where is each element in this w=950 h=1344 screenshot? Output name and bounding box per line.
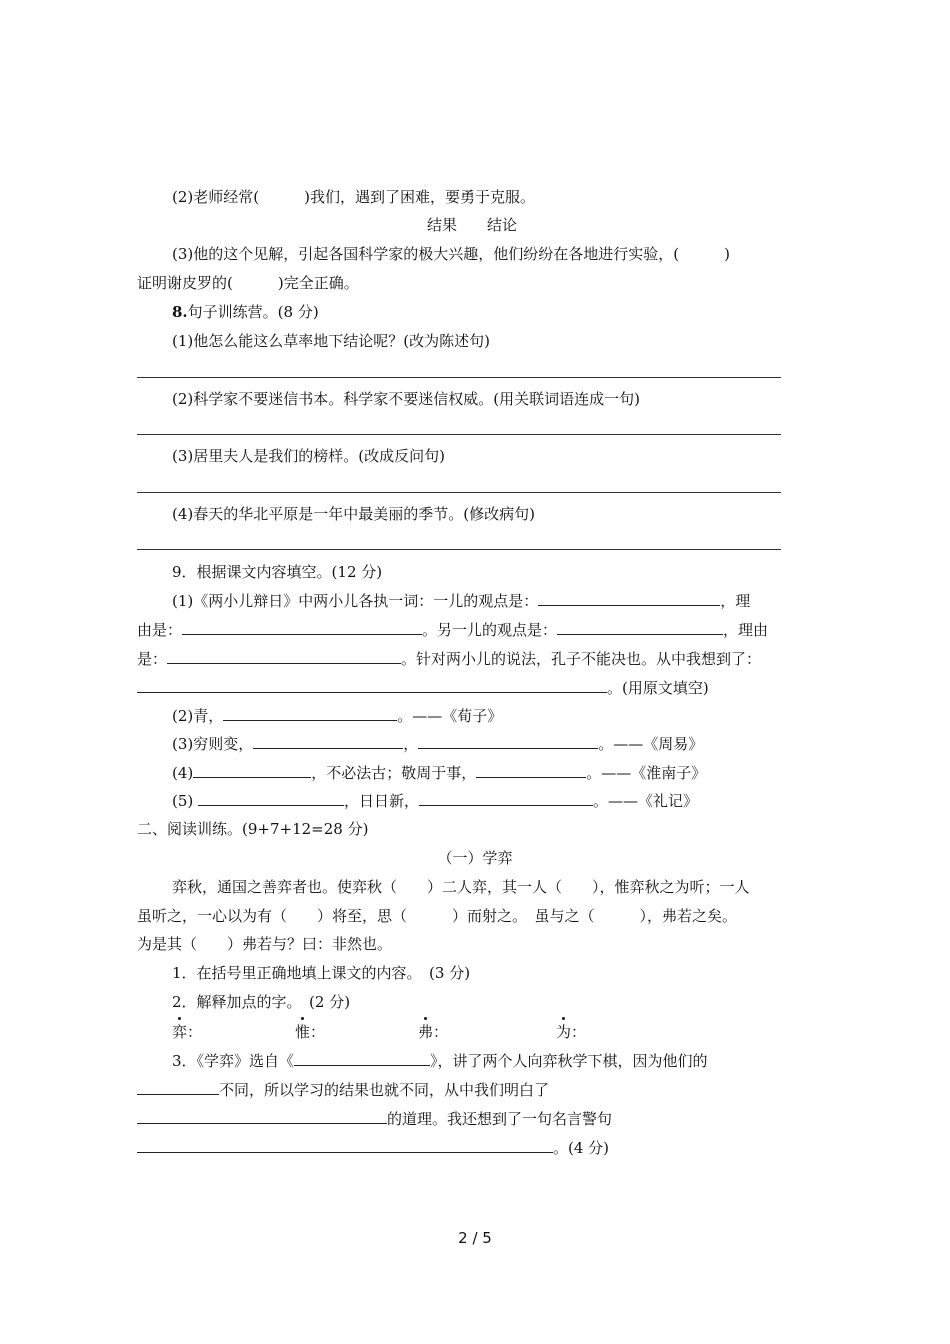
dotted-char-colon: ： bbox=[310, 1023, 326, 1041]
q9-p1-text-g: 。针对两小儿的说法，孔子不能决也。从中我想到了： bbox=[401, 650, 762, 668]
passage-line-2: 虽听之，一心以为有（ ）将至，思（ ）而射之。 虽与之（ ），弗若之矣。 bbox=[137, 907, 738, 925]
section2-title: 二、阅读训练。(9+7+12=28 分) bbox=[137, 820, 369, 838]
dotted-char-1 bbox=[172, 1023, 202, 1041]
blank-source-book[interactable] bbox=[294, 1051, 430, 1066]
reading-q3-line3 bbox=[137, 1109, 612, 1127]
reading-q1: 1．在括号里正确地填上课文的内容。 (3 分) bbox=[172, 964, 471, 982]
q8-title-text: 句子训练营。(8 分) bbox=[187, 303, 319, 321]
blank-q9-12[interactable] bbox=[419, 791, 593, 806]
page-number: 2 / 5 bbox=[458, 1229, 492, 1247]
q8-item-3: (3)居里夫人是我们的榜样。(改成反问句) bbox=[172, 447, 445, 465]
answer-line-q8-2[interactable] bbox=[137, 434, 781, 435]
blank-difference[interactable] bbox=[137, 1080, 219, 1095]
q9-title: 9．根据课文内容填空。(12 分) bbox=[172, 563, 383, 581]
reading-q2: 2．解释加点的字。 (2 分) bbox=[172, 993, 351, 1011]
blank-q9-7[interactable] bbox=[253, 734, 403, 749]
q9-p2-text-b: 。——《荀子》 bbox=[397, 707, 503, 725]
q9-p3-text-b: ， bbox=[403, 735, 419, 753]
blank-q9-9[interactable] bbox=[193, 763, 311, 778]
blank-q9-2[interactable] bbox=[182, 620, 422, 635]
q8-item-1: (1)他怎么能这么草率地下结论呢？(改为陈述句) bbox=[172, 332, 490, 350]
q9-p1-text-h: 。(用原文填空) bbox=[607, 679, 709, 697]
reading-q3-text-e: 。(4 分) bbox=[553, 1139, 610, 1157]
q9-p1-text-e: ，理由 bbox=[723, 621, 769, 639]
q9-p2 bbox=[172, 706, 502, 724]
dotted-char-colon: ： bbox=[187, 1023, 203, 1041]
q9-p1-text-c: 由是： bbox=[137, 621, 183, 639]
q7-sentence-3-line1: (3)他的这个见解，引起各国科学家的极大兴趣，他们纷纷在各地进行实验，( ) bbox=[172, 245, 730, 263]
dotted-char-wei: 惟 bbox=[295, 1023, 311, 1041]
q9-p1-text-f: 是： bbox=[137, 650, 168, 668]
reading-q3-text-c: 不同，所以学习的结果也就不同，从中我们明白了 bbox=[219, 1081, 550, 1099]
q8-title bbox=[172, 303, 319, 321]
reading-q3-text-d: 的道理。我还想到了一句名言警句 bbox=[387, 1110, 613, 1128]
q9-p3 bbox=[172, 734, 703, 752]
blank-q9-11[interactable] bbox=[198, 791, 344, 806]
reading-q3-text-a: 3．《学弈》选自《 bbox=[172, 1052, 295, 1070]
blank-q9-3[interactable] bbox=[557, 620, 723, 635]
q7-sentence-3-line2: 证明谢皮罗的( )完全正确。 bbox=[137, 274, 359, 292]
q9-p1-line3 bbox=[137, 649, 761, 667]
blank-q9-1[interactable] bbox=[538, 591, 720, 606]
blank-quote[interactable] bbox=[137, 1138, 553, 1153]
dotted-char-colon: ： bbox=[571, 1023, 587, 1041]
q9-p5 bbox=[172, 791, 698, 809]
q9-p5-text-a: (5) bbox=[172, 792, 194, 810]
blank-lesson[interactable] bbox=[137, 1109, 387, 1124]
passage-title: （一）学弈 bbox=[437, 849, 513, 867]
passage-line-3: 为是其（ ）弗若与？曰：非然也。 bbox=[137, 935, 393, 953]
dotted-char-wei2: 为 bbox=[556, 1023, 572, 1041]
answer-line-q8-4[interactable] bbox=[137, 549, 781, 550]
q8-number: 8. bbox=[172, 303, 188, 321]
dotted-char-yi: 弈 bbox=[172, 1023, 188, 1041]
q9-p4-text-a: (4) bbox=[172, 764, 194, 782]
reading-q3-line1 bbox=[172, 1051, 708, 1069]
q9-p3-text-a: (3)穷则变， bbox=[172, 735, 254, 753]
blank-q9-10[interactable] bbox=[476, 763, 586, 778]
q9-p1-line2 bbox=[137, 620, 768, 638]
blank-q9-8[interactable] bbox=[418, 734, 598, 749]
q9-p1-text-b: ，理 bbox=[720, 592, 751, 610]
passage-line-1: 弈秋，通国之善弈者也。使弈秋（ ）二人弈，其一人（ ），惟弈秋之为听；一人 bbox=[172, 878, 750, 896]
q8-item-2: (2)科学家不要迷信书本。科学家不要迷信权威。(用关联词语连成一句) bbox=[172, 390, 640, 408]
reading-q3-line4 bbox=[137, 1138, 609, 1156]
q8-item-4: (4)春天的华北平原是一年中最美丽的季节。(修改病句) bbox=[172, 505, 535, 523]
q7-sentence-2: (2)老师经常( )我们，遇到了困难，要勇于克服。 bbox=[172, 188, 535, 206]
dotted-char-fu: 弗 bbox=[418, 1023, 434, 1041]
q9-p5-text-b: ，日日新， bbox=[344, 792, 420, 810]
q9-p5-text-c: 。——《礼记》 bbox=[593, 792, 699, 810]
reading-q3-text-b: 》，讲了两个人向弈秋学下棋，因为他们的 bbox=[430, 1052, 708, 1070]
q9-p1-text-d: 。另一儿的观点是： bbox=[422, 621, 558, 639]
dotted-char-colon: ： bbox=[433, 1023, 449, 1041]
q9-p4 bbox=[172, 763, 706, 781]
dotted-char-4 bbox=[556, 1023, 586, 1041]
q9-p3-text-c: 。——《周易》 bbox=[598, 735, 704, 753]
dotted-char-2 bbox=[295, 1023, 325, 1041]
q9-p1-line4 bbox=[137, 678, 709, 696]
answer-line-q8-3[interactable] bbox=[137, 492, 781, 493]
dotted-char-3 bbox=[418, 1023, 448, 1041]
blank-q9-5[interactable] bbox=[137, 678, 607, 693]
blank-q9-4[interactable] bbox=[167, 649, 401, 664]
q9-p2-text-a: (2)青， bbox=[172, 707, 224, 725]
blank-q9-6[interactable] bbox=[223, 706, 397, 721]
reading-q3-line2 bbox=[137, 1080, 549, 1098]
q9-p4-text-b: ，不必法古；敬周于事， bbox=[311, 764, 477, 782]
q9-p1-line1 bbox=[172, 591, 750, 609]
answer-line-q8-1[interactable] bbox=[137, 377, 781, 378]
q9-p4-text-c: 。——《淮南子》 bbox=[586, 764, 707, 782]
q9-p1-text-a: (1)《两小儿辩日》中两小儿各执一词：一儿的观点是： bbox=[172, 592, 539, 610]
q7-word-options: 结果 结论 bbox=[427, 216, 518, 234]
